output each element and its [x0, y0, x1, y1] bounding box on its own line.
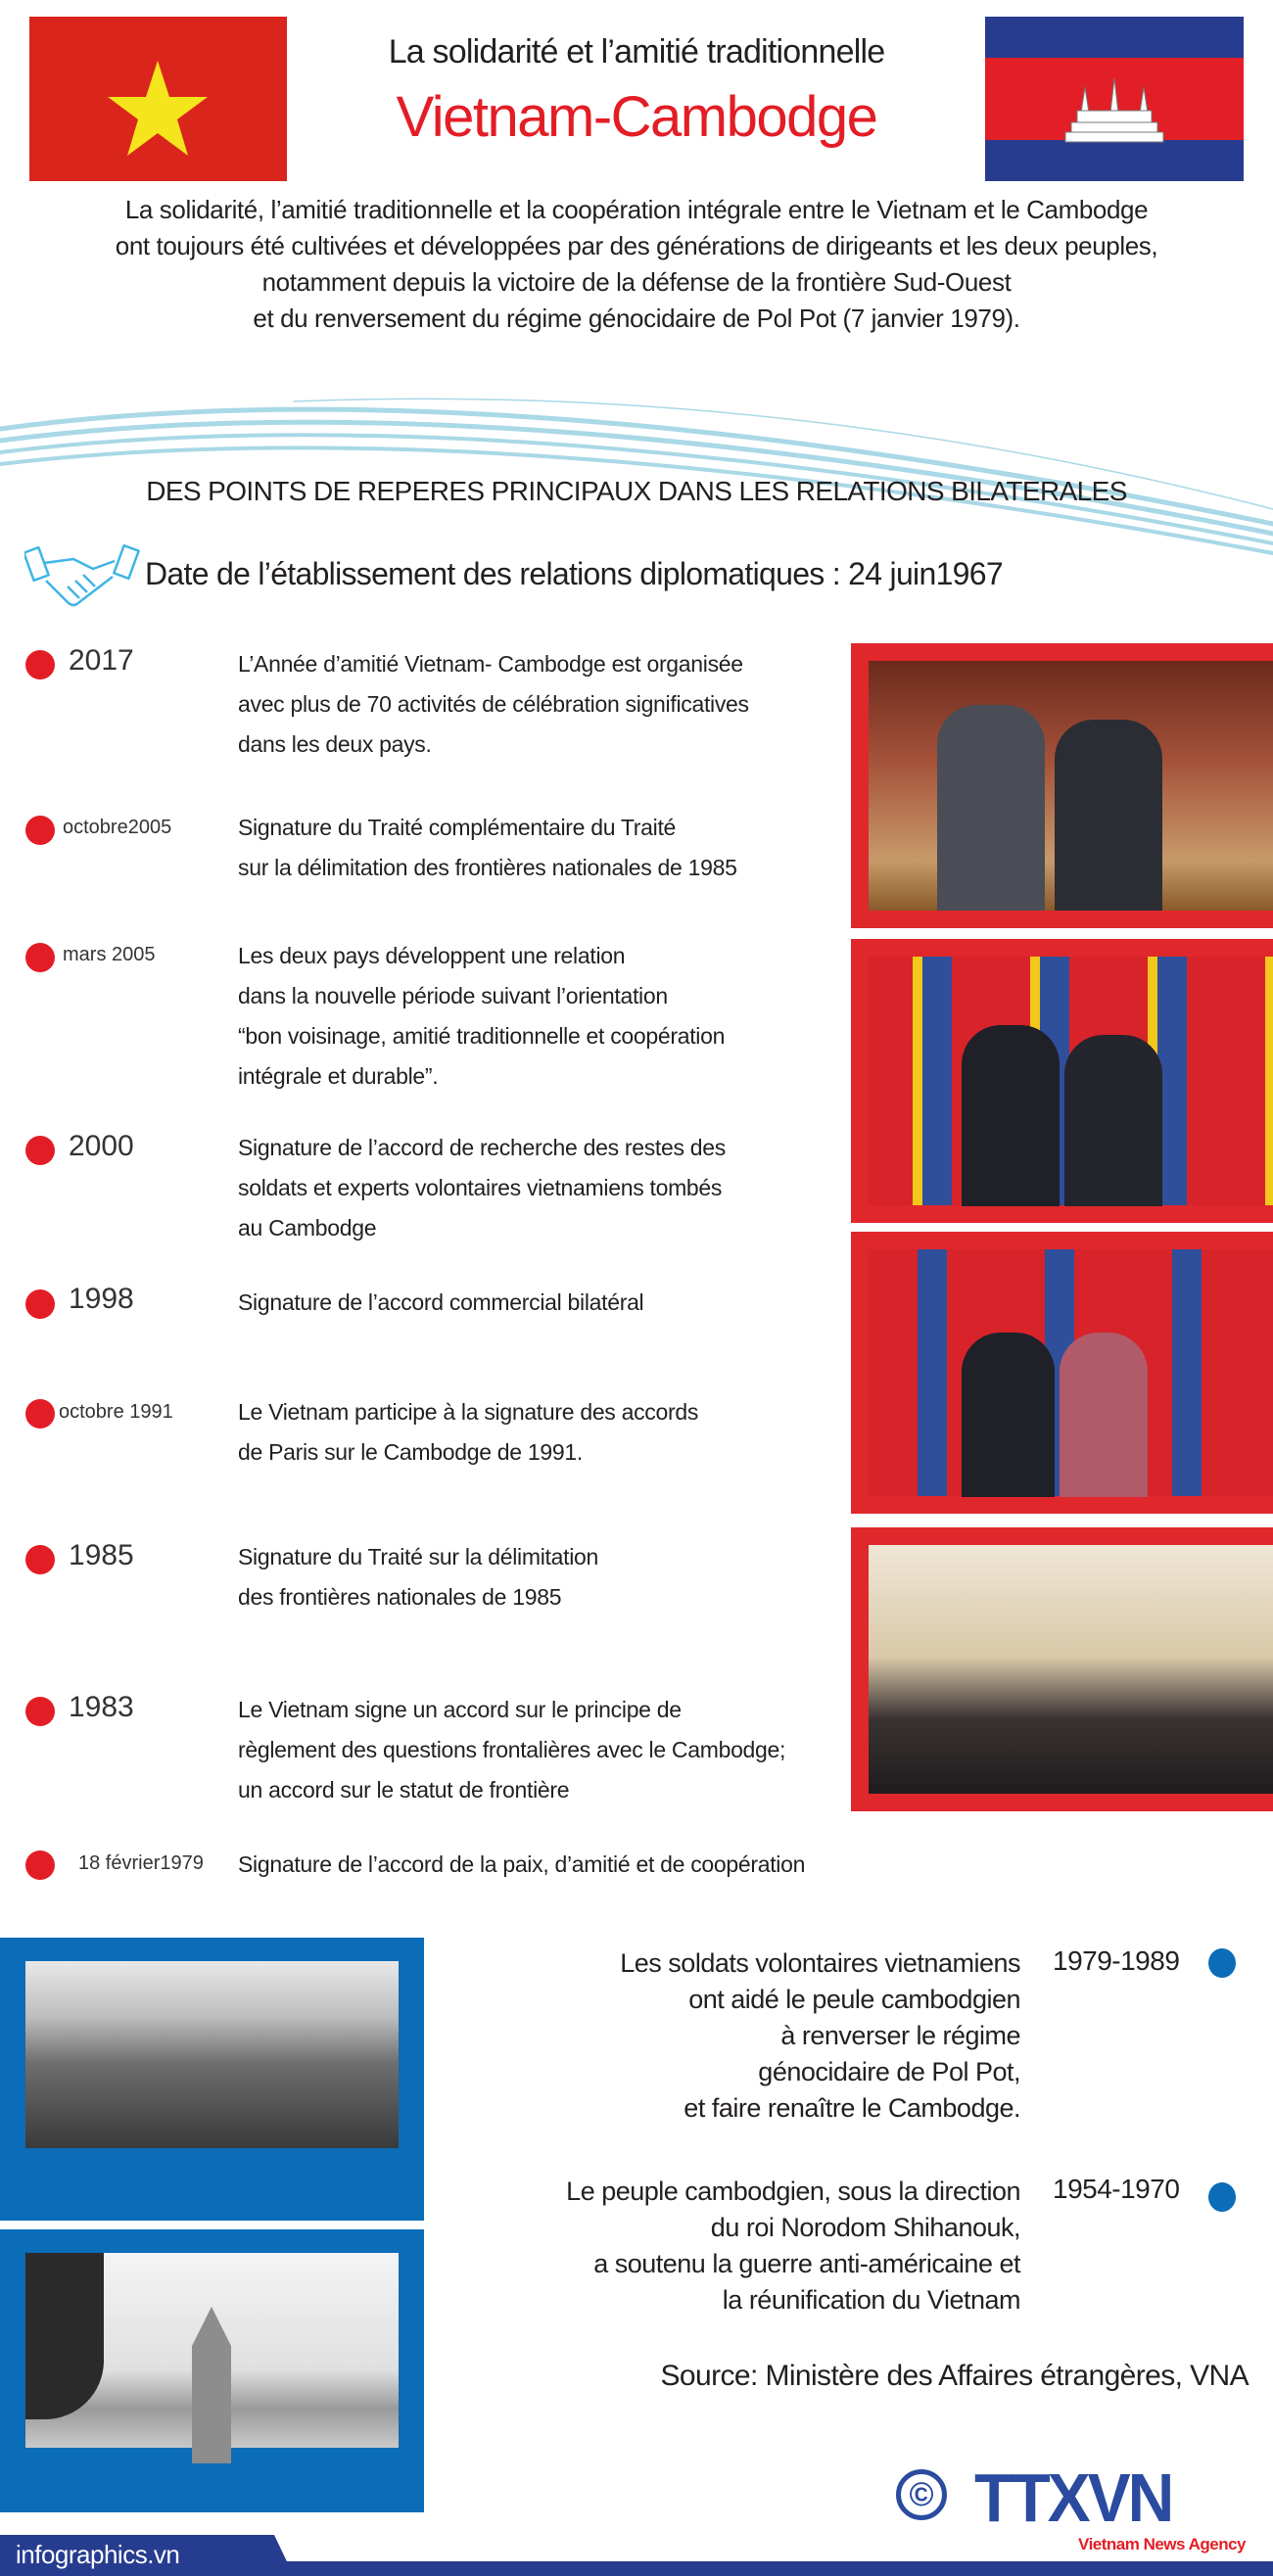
title-line-2: Vietnam-Cambodge — [396, 85, 877, 149]
source-credit: Source: Ministère des Affaires étrangères, VNA — [660, 2360, 1249, 2392]
timeline-date: octobre 1991 — [59, 1401, 173, 1423]
ttxvn-logo: TTXVN — [974, 2459, 1172, 2536]
copyright-icon: © — [896, 2469, 947, 2520]
timeline-date: 1998 — [69, 1283, 134, 1315]
intro-line: La solidarité, l’amitié traditionnelle et la coopération intégrale entre le Vietnam et le Cambodge — [124, 195, 1149, 224]
timeline-date: octobre2005 — [63, 817, 172, 838]
timeline-date: 18 février1979 — [78, 1852, 204, 1874]
timeline-dot — [25, 1399, 55, 1429]
star-icon — [29, 17, 287, 181]
history-date: 1954-1970 — [1053, 2174, 1180, 2204]
photo-frame — [0, 2229, 424, 2512]
timeline-text: Signature de l’accord commercial bilatéral — [238, 1289, 644, 1315]
angkor-wat-icon — [1061, 73, 1167, 144]
history-date: 1979-1989 — [1053, 1945, 1180, 1976]
timeline-dot — [25, 1697, 55, 1726]
photo-leaders-handshake — [869, 661, 1273, 911]
timeline-dot — [25, 1545, 55, 1574]
photo-leaders-flags — [869, 957, 1273, 1205]
section-heading: DES POINTS DE REPERES PRINCIPAUX DANS LES RELATIONS BILATERALES — [146, 476, 1127, 506]
wave-decoration — [0, 362, 1273, 558]
timeline-dot — [25, 1850, 55, 1880]
timeline-date: mars 2005 — [63, 944, 156, 965]
logo-tagline: Vietnam News Agency — [1078, 2535, 1246, 2553]
timeline-dot — [25, 1289, 55, 1319]
timeline-text: Signature du Traité complémentaire du Traité sur la délimitation des frontières nationales de 1985 — [238, 815, 737, 880]
timeline-text: Le Vietnam signe un accord sur le principe de règlement des questions frontalières avec le Cambodge; un accord sur le statut de frontière — [238, 1697, 786, 1803]
cambodia-flag — [985, 17, 1244, 181]
photo-frame — [851, 1527, 1273, 1811]
handshake-icon — [24, 541, 140, 616]
diplomatic-relations-date: Date de l’établissement des relations diplomatiques : 24 juin1967 — [145, 556, 1003, 591]
intro-line: notamment depuis la victoire de la défense de la frontière Sud-Ouest — [261, 267, 1012, 297]
photo-frame — [851, 939, 1273, 1223]
photo-crowd-celebration — [25, 1961, 399, 2148]
photo-frame — [851, 643, 1273, 928]
photo-frame — [851, 1232, 1273, 1514]
photo-leaders-meeting — [869, 1249, 1273, 1496]
timeline-date: 1985 — [69, 1539, 134, 1571]
photo-signing-ceremony — [869, 1545, 1273, 1794]
timeline-text: Signature de l’accord de la paix, d’amitié et de coopération — [238, 1851, 806, 1877]
history-text: Les soldats volontaires vietnamiens ont aidé le peule cambodgien à renverser le régime génocidaire de Pol Pot, et faire renaître le Cambodge. — [620, 1948, 1020, 2123]
history-dot — [1208, 1948, 1236, 1978]
timeline-dot — [25, 816, 55, 845]
intro-line: ont toujours été cultivées et développées par des générations de dirigeants et les deux peuples, — [115, 231, 1158, 260]
vietnam-flag — [29, 17, 287, 181]
intro-line: et du renversement du régime génocidaire de Pol Pot (7 janvier 1979). — [253, 304, 1020, 333]
timeline-dot — [25, 943, 55, 972]
timeline-text: Signature du Traité sur la délimitation des frontières nationales de 1985 — [238, 1544, 599, 1610]
timeline-text: Le Vietnam participe à la signature des accords de Paris sur le Cambodge de 1991. — [238, 1399, 699, 1465]
title-line-1: La solidarité et l’amitié traditionnelle — [388, 33, 885, 70]
timeline-text: Signature de l’accord de recherche des restes des soldats et experts volontaires vietnamiens tombés au Cambodge — [238, 1135, 726, 1241]
timeline-dot — [25, 650, 55, 679]
timeline-dot — [25, 1136, 55, 1165]
timeline-date: 2017 — [69, 644, 134, 677]
timeline-text: Les deux pays développent une relation dans la nouvelle période suivant l’orientation “bon voisinage, amitié traditionnelle et coopération intégrale et durable”. — [238, 943, 726, 1089]
timeline-date: 1983 — [69, 1691, 134, 1723]
intro-paragraph — [20, 192, 1253, 337]
photo-independence-monument — [25, 2253, 399, 2448]
footer-site-link[interactable]: infographics.vn — [16, 2540, 180, 2569]
timeline-date: 2000 — [69, 1130, 134, 1162]
history-text: Le peuple cambodgien, sous la direction du roi Norodom Shihanouk, a soutenu la guerre anti-américaine et la réunification du Vietnam — [566, 2177, 1020, 2315]
timeline-text: L’Année d’amitié Vietnam- Cambodge est organisée avec plus de 70 activités de célébration significatives dans les deux pays. — [238, 651, 749, 757]
history-dot — [1208, 2182, 1236, 2212]
photo-frame — [0, 1938, 424, 2221]
